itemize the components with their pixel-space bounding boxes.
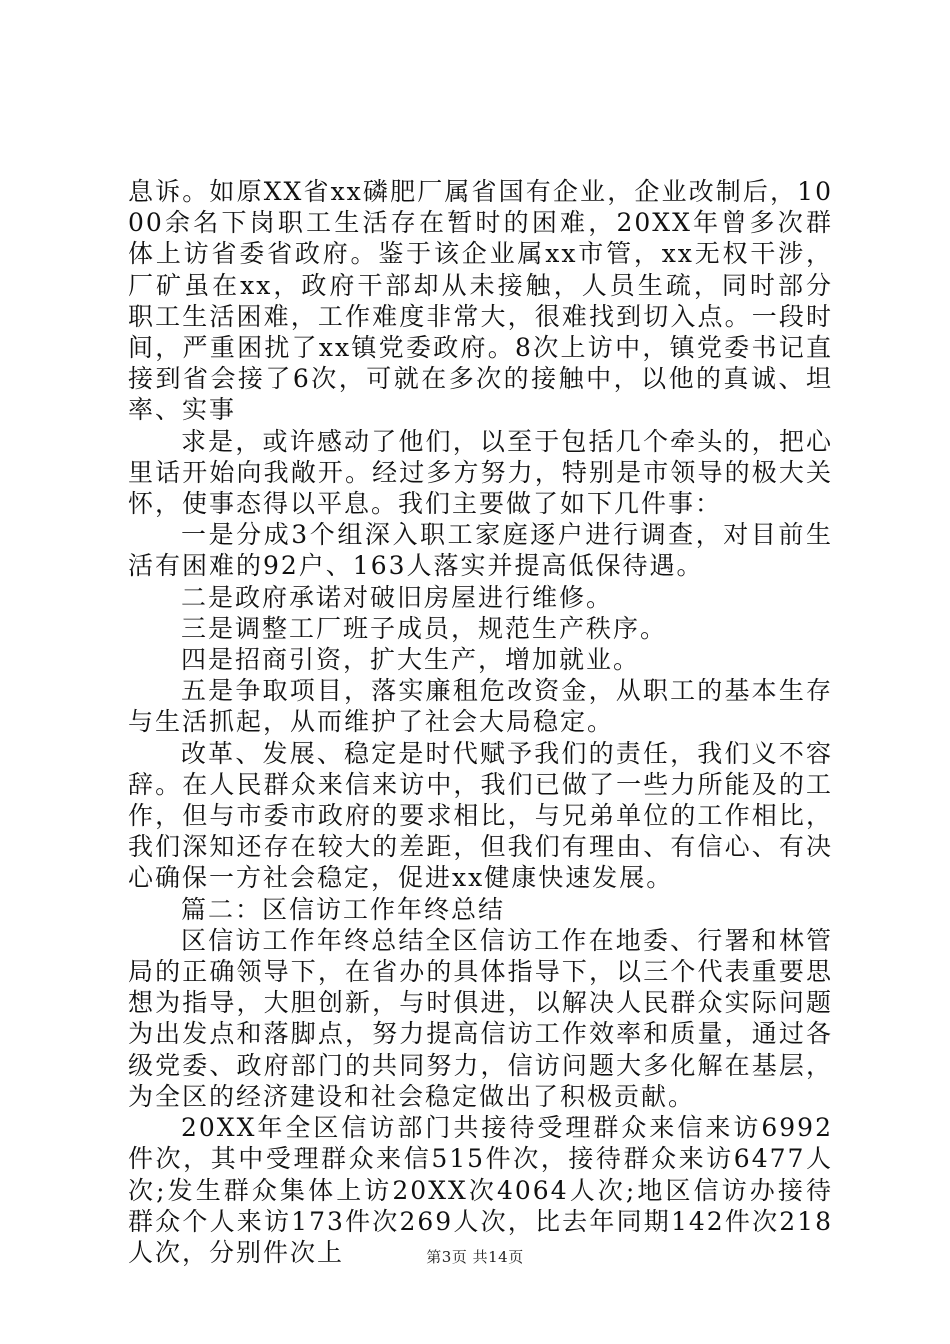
document-body — [128, 176, 833, 1268]
paragraph: 息诉。如原XX省xx磷肥厂属省国有企业，企业改制后，1000余名下岗职工生活存在暂时的困难，20XX年曾多次群体上访省委省政府。鉴于该企业属xx市管，xx无权干涉，厂矿虽在xx，政府干部却从未接触，人员生疏，同时部分职工生活困难，工作难度非常大，很难找到切入点。一段时间，严重困扰了xx镇党委政府。8次上访中，镇党委书记直接到省会接了6次，可就在多次的接触中，以他的真诚、坦率、实事 — [128, 177, 833, 425]
paragraph: 一是分成3个组深入职工家庭逐户进行调查，对目前生活有困难的92户、163人落实并提高低保待遇。 — [128, 520, 833, 581]
section-heading: 篇二：区信访工作年终总结 — [181, 894, 506, 924]
paragraph: 五是争取项目，落实廉租危改资金，从职工的基本生存与生活抓起，从而维护了社会大局稳定。 — [128, 676, 833, 737]
paragraph: 三是调整工厂班子成员，规范生产秩序。 — [181, 613, 668, 643]
paragraph: 区信访工作年终总结全区信访工作在地委、行署和林管局的正确领导下，在省办的具体指导下，以三个代表重要思想为指导，大胆创新，与时俱进，以解决人民群众实际问题为出发点和落脚点，努力提高信访工作效率和质量，通过各级党委、政府部门的共同努力，信访问题大多化解在基层，为全区的经济建设和社会稳定做出了积极贡献。 — [128, 925, 833, 1111]
paragraph: 20XX年全区信访部门共接待受理群众来信来访6992件次，其中受理群众来信515件次，接待群众来访6477人次;发生群众集体上访20XX次4064人次;地区信访办接待群众个人来访173件次269人次，比去年同期142件次218人次，分别件次上 — [128, 1113, 833, 1267]
paragraph: 二是政府承诺对破旧房屋进行维修。 — [181, 582, 614, 612]
page-number-footer: 第3页 共14页 — [426, 1248, 524, 1266]
paragraph: 改革、发展、稳定是时代赋予我们的责任，我们义不容辞。在人民群众来信来访中，我们已做了一些力所能及的工作，但与市委市政府的要求相比，与兄弟单位的工作相比，我们深知还存在较大的差距，但我们有理由、有信心、有决心确保一方社会稳定，促进xx健康快速发展。 — [128, 738, 833, 893]
paragraph: 求是，或许感动了他们，以至于包括几个牵头的，把心里话开始向我敞开。经过多方努力，特别是市领导的极大关怀，使事态得以平息。我们主要做了如下几件事： — [128, 426, 833, 519]
paragraph: 四是招商引资，扩大生产，增加就业。 — [181, 645, 641, 675]
